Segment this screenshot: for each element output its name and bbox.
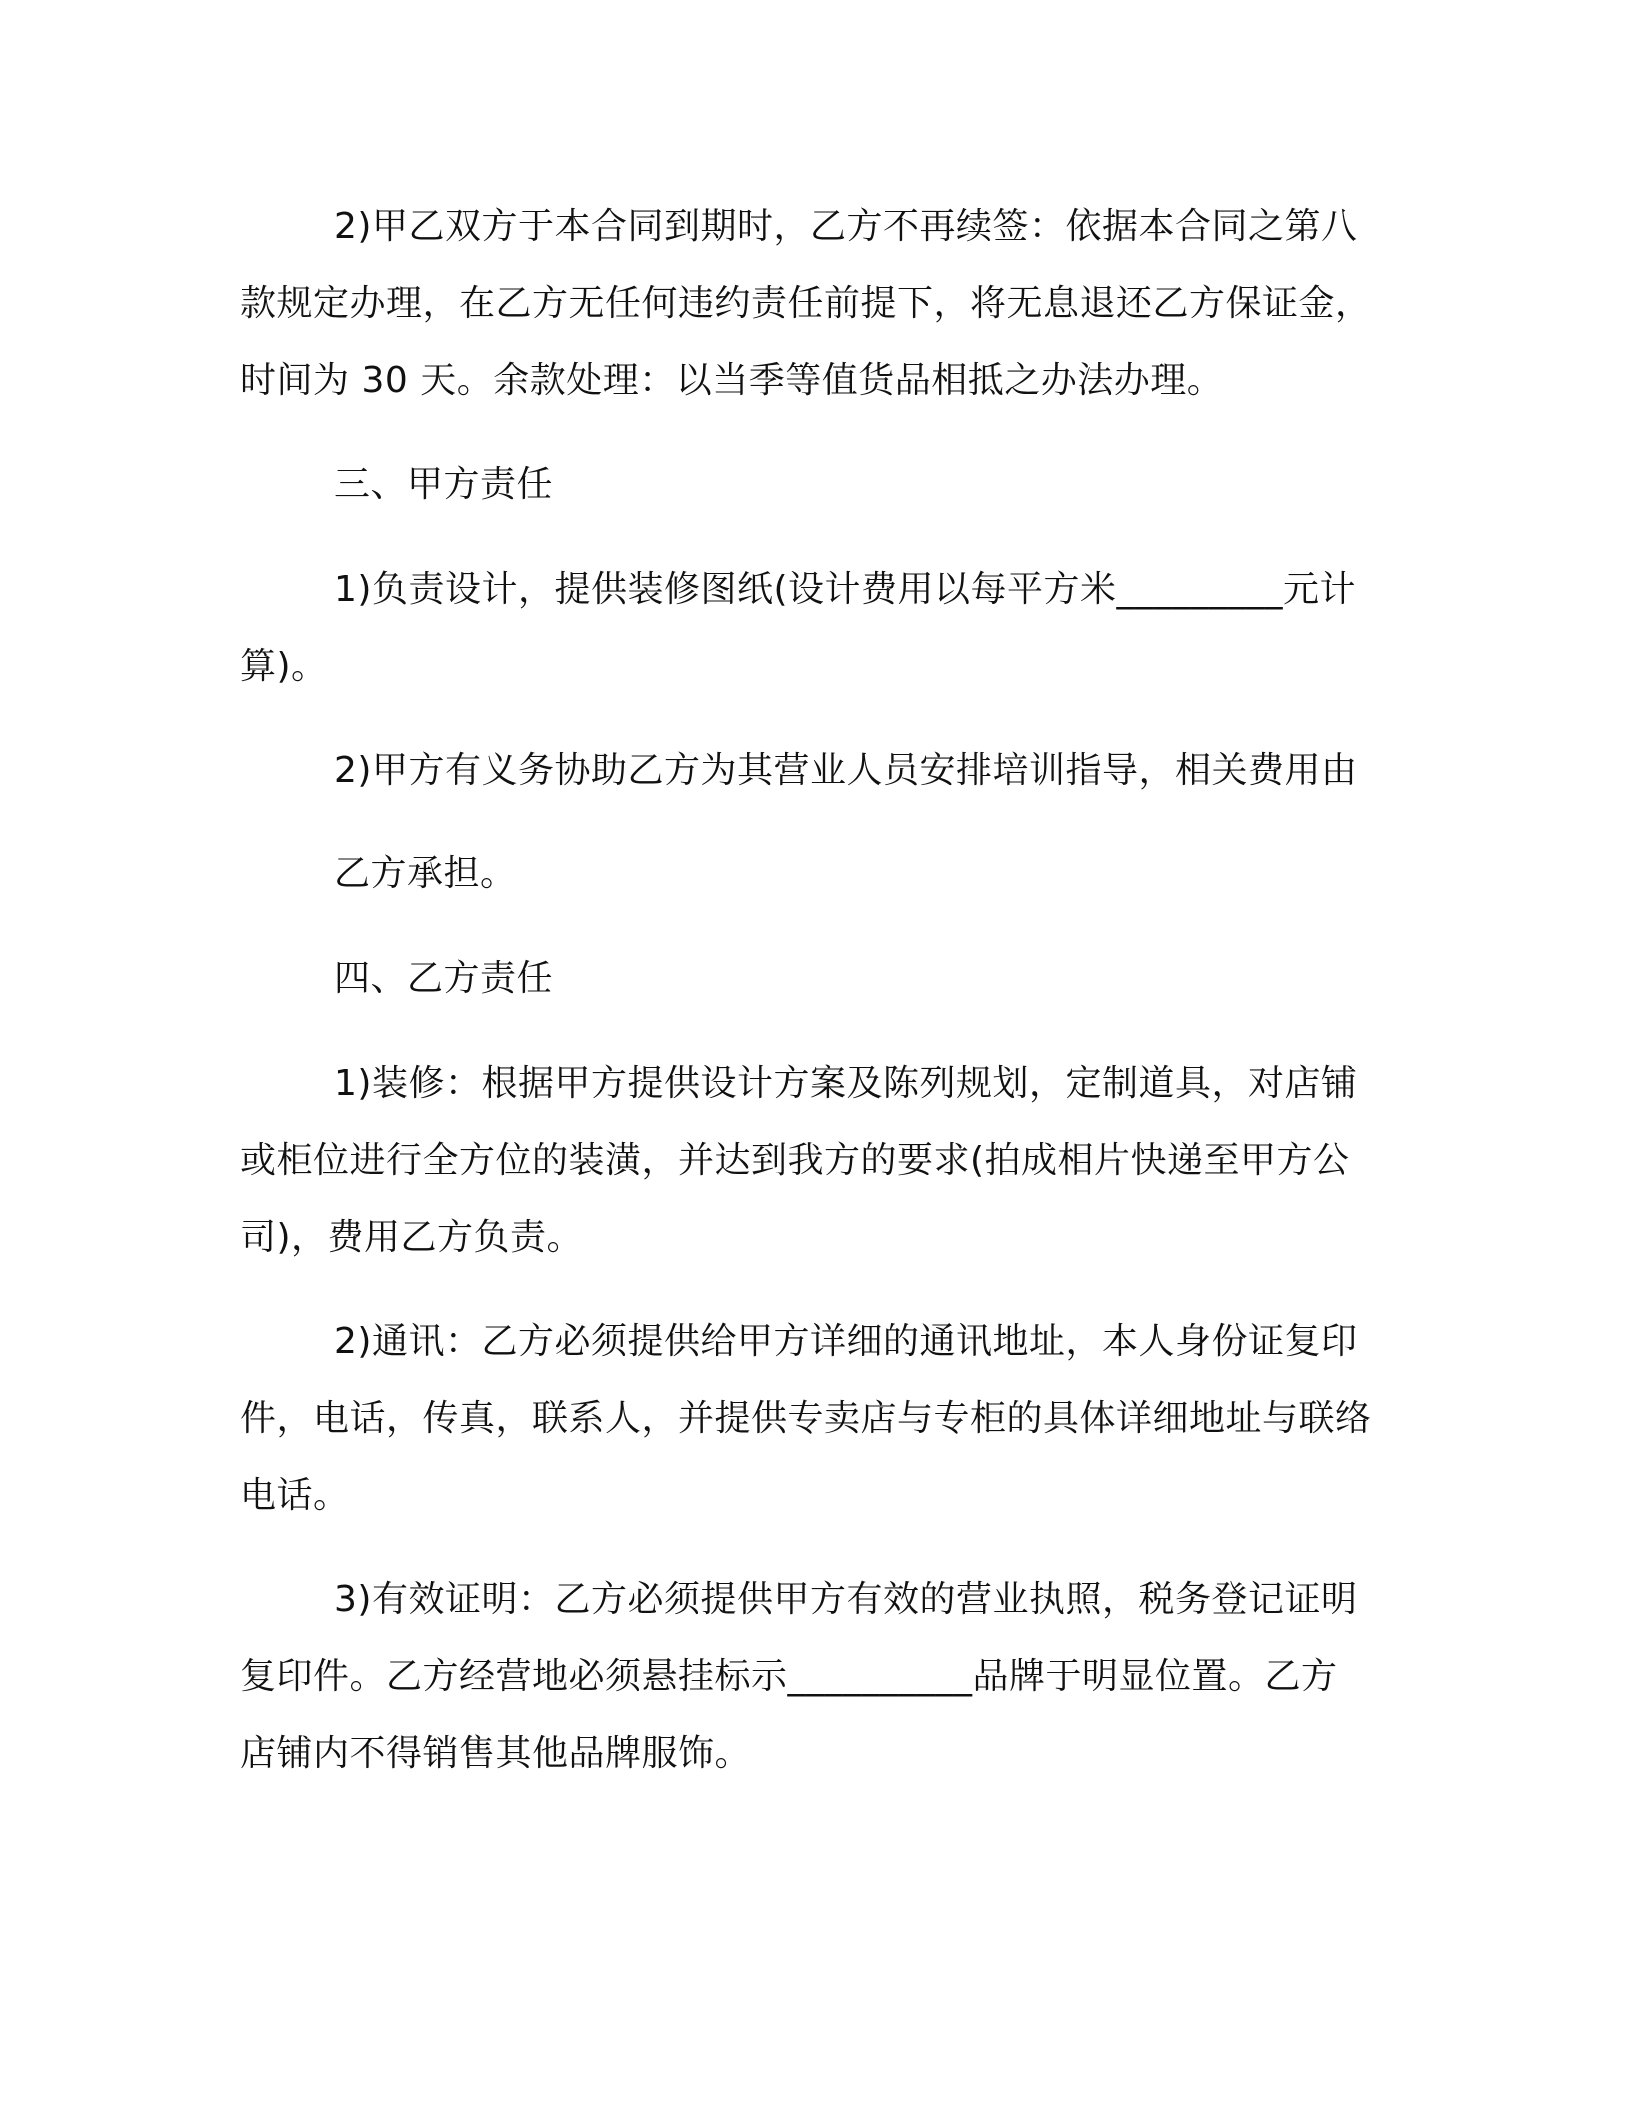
paragraph-decoration: 1)装修：根据甲方提供设计方案及陈列规划，定制道具，对店铺或柜位进行全方位的装潢，并达到我方的要求(拍成相片快递至甲方公司)，费用乙方负责。 [240,1063,1358,1258]
paragraph-design-responsibility: 1)负责设计，提供装修图纸(设计费用以每平方米_________元计算)。 [240,569,1356,687]
paragraph-communication: 2)通讯：乙方必须提供给甲方详细的通讯地址，本人身份证复印件，电话，传真，联系人，并提供专卖店与专柜的具体详细地址与联络电话。 [240,1321,1372,1516]
paragraph-valid-proof: 3)有效证明：乙方必须提供甲方有效的营业执照，税务登记证明复印件。乙方经营地必须悬挂标示__________品牌于明显位置。乙方店铺内不得销售其他品牌服饰。 [240,1579,1358,1774]
section-heading-party-a: 三、甲方责任 [334,464,554,505]
paragraph-cost-borne: 乙方承担。 [334,853,517,894]
paragraph-renewal-clause: 2)甲乙双方于本合同到期时，乙方不再续签：依据本合同之第八款规定办理，在乙方无任何违约责任前提下，将无息退还乙方保证金，时间为 30 天。余款处理：以当季等值货品相抵之办法办理。 [240,206,1372,401]
paragraph-training-assistance: 2)甲方有义务协助乙方为其营业人员安排培训指导，相关费用由 [334,750,1358,791]
section-heading-party-b: 四、乙方责任 [334,958,554,999]
document-body [240,188,1372,1819]
